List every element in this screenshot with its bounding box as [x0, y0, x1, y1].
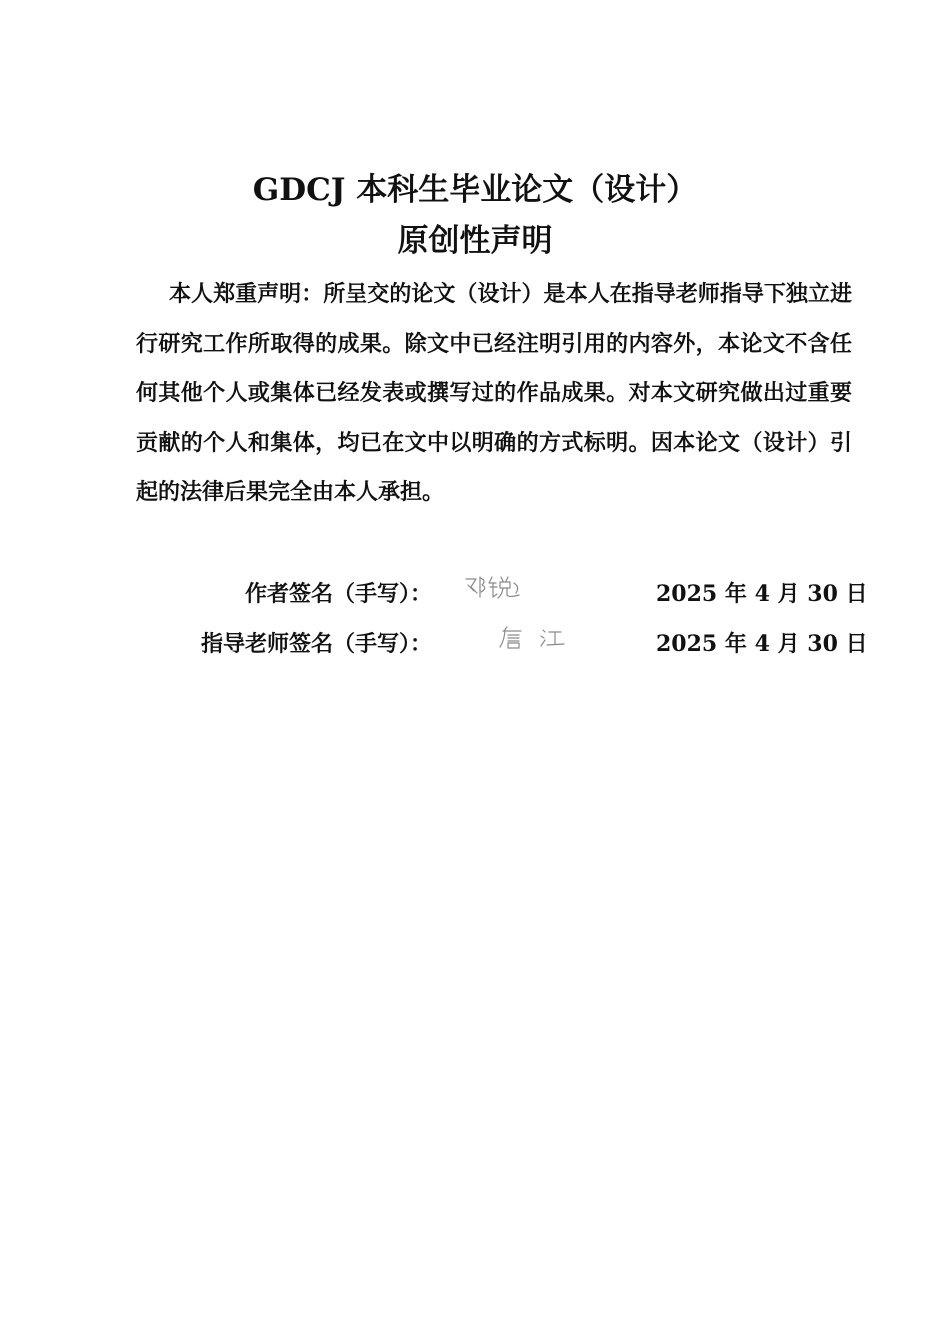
document-title: GDCJ 本科生毕业论文（设计） [252, 172, 698, 208]
author-date-month-unit: 月 [777, 581, 800, 607]
author-signature-date [656, 577, 868, 608]
author-signature-label: 作者签名（手写）： [244, 581, 432, 607]
supervisor-date-month-unit: 月 [777, 631, 800, 657]
author-date-month: 4 [754, 581, 770, 607]
supervisor-signature-date [656, 627, 868, 658]
supervisor-handwritten-signature [497, 623, 587, 657]
declaration-paragraph: 本人郑重声明：所呈交的论文（设计）是本人在指导老师指导下独立进行研究工作所取得的成果。除文中已经注明引用的内容外，本论文不含任何其他个人或集体已经发表或撰写过的作品成果。对本文研究做出过重要贡献的个人和集体，均已在文中以明确的方式标明。因本论文（设计）引起的法律后果完全由本人承担。 [136, 281, 852, 506]
supervisor-date-day-unit: 日 [845, 631, 868, 657]
supervisor-date-day: 30 [807, 631, 838, 657]
author-handwritten-signature [462, 573, 552, 607]
author-date-day-unit: 日 [845, 581, 868, 607]
supervisor-date-year: 2025 [656, 631, 718, 657]
supervisor-date-year-unit: 年 [724, 631, 747, 657]
author-date-year: 2025 [656, 581, 718, 607]
author-date-year-unit: 年 [724, 581, 747, 607]
author-signature-row [0, 573, 950, 613]
supervisor-signature-label: 指导老师签名（手写）： [200, 631, 432, 657]
document-subtitle: 原创性声明 [397, 223, 553, 259]
supervisor-signature-row [0, 623, 950, 663]
supervisor-date-month: 4 [754, 631, 770, 657]
author-date-day: 30 [807, 581, 838, 607]
